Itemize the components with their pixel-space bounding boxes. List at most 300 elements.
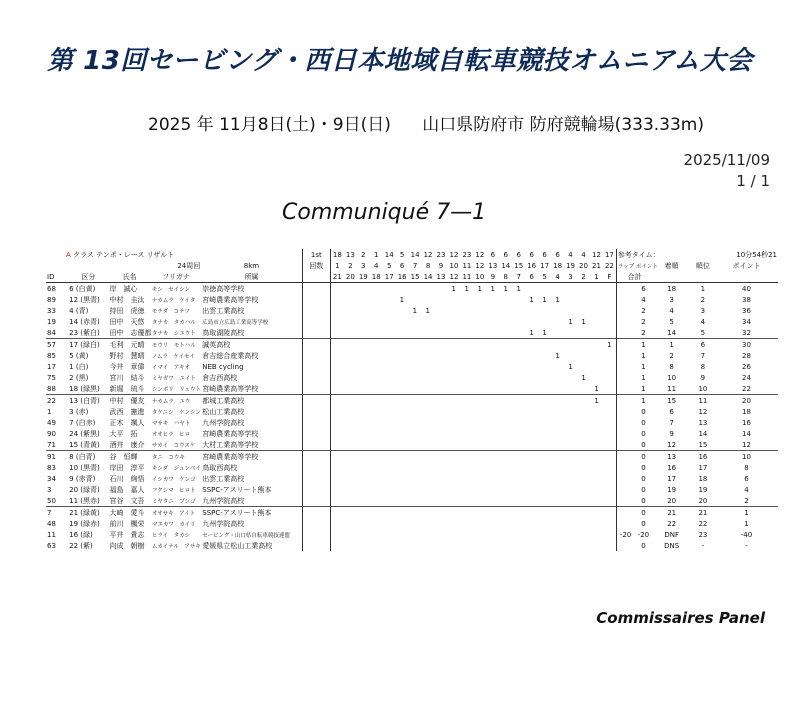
sprint-mark <box>590 495 603 507</box>
rider-team: SSPC-アスリート熊本 <box>202 485 272 494</box>
first-cell <box>302 283 330 295</box>
sprint-mark <box>408 417 421 428</box>
sprint-mark <box>499 428 512 439</box>
sprint-mark <box>330 518 343 529</box>
points-total: 0 <box>634 507 652 519</box>
sprint-mark <box>356 372 369 383</box>
rider-team: 九州学院高校 <box>202 418 245 427</box>
final-order: 20 <box>667 496 677 505</box>
sprint-mark <box>577 451 590 463</box>
rider-team: 崇徳高等学校 <box>202 284 245 293</box>
rider-category: 4 (青) <box>69 306 89 315</box>
first-cell <box>302 484 330 495</box>
rider-name: 大崎 愛斗 <box>109 507 151 519</box>
sprint-mark <box>434 484 447 495</box>
sprint-mark <box>551 495 564 507</box>
remaining-lap-cell: 15 <box>410 272 420 281</box>
sprint-mark <box>395 316 408 327</box>
sprint-mark <box>330 383 343 395</box>
sprint-mark <box>512 294 525 305</box>
remaining-lap-cell: 19 <box>358 272 368 281</box>
sprint-mark <box>395 339 408 351</box>
sprint-mark <box>460 372 473 383</box>
laps-label: 24周回 <box>177 261 201 270</box>
result-row <box>46 439 778 451</box>
rider-team: 鳥取西高校 <box>202 463 238 472</box>
rank: 1 <box>700 284 706 293</box>
rank: 5 <box>700 328 706 337</box>
sprint-mark <box>395 439 408 451</box>
sprint-mark <box>460 406 473 417</box>
page-number: 1 / 1 <box>736 172 770 190</box>
sprint-mark <box>382 507 395 519</box>
sprint-mark <box>473 529 486 540</box>
sprint-mark <box>408 518 421 529</box>
sprint-mark <box>486 361 499 372</box>
sprint-mark <box>603 294 616 305</box>
sprint-mark <box>395 327 408 339</box>
sprint-mark <box>499 316 512 327</box>
sprint-mark <box>382 372 395 383</box>
sprint-mark <box>603 305 616 316</box>
sprint-mark <box>577 283 590 295</box>
sprint-mark <box>473 350 486 361</box>
remaining-lap-cell: 11 <box>462 272 472 281</box>
points-total: 1 <box>634 395 652 407</box>
rank: 19 <box>698 485 708 494</box>
sprint-mark <box>408 529 421 540</box>
points: 28 <box>742 351 751 360</box>
first-cell <box>302 540 330 551</box>
sprint-mark <box>525 305 538 316</box>
ref-time-label: 参考タイム： <box>617 250 660 259</box>
sprint-mark <box>395 361 408 372</box>
rider-category: 23 (紫白) <box>69 328 100 337</box>
points-total: 1 <box>641 351 646 360</box>
sprint-mark <box>434 395 447 407</box>
sprint-mark <box>421 361 434 372</box>
sprint-mark <box>486 395 499 407</box>
sprint-mark <box>356 495 369 507</box>
final-order: 1 <box>653 339 691 351</box>
sprint-mark <box>577 350 590 361</box>
sprint-mark <box>590 540 603 551</box>
remaining-lap-cell: 17 <box>384 272 394 281</box>
lap-points <box>616 395 634 407</box>
sprint-mark <box>460 350 473 361</box>
sprint-mark <box>356 361 369 372</box>
sprint-mark <box>473 462 486 473</box>
points: 30 <box>715 339 778 351</box>
sprint-mark <box>486 327 499 339</box>
sprint-mark <box>369 451 382 463</box>
rider-category: 17 (緑白) <box>68 339 108 351</box>
sprint-mark <box>330 406 343 417</box>
sprint-mark <box>434 327 447 339</box>
sprint-mark <box>408 484 421 495</box>
header-row-2 <box>46 260 778 271</box>
sprint-mark <box>603 473 616 484</box>
sprint-points-top-cell: 23 <box>436 250 446 259</box>
sprint-mark <box>330 316 343 327</box>
points-total: 2 <box>641 317 646 326</box>
rider-name: 正木 颯人 <box>109 418 145 427</box>
kana-header: フリガナ <box>151 271 201 283</box>
lap-points <box>616 462 634 473</box>
sprint-mark <box>590 350 603 361</box>
points-header: ポイント <box>732 261 761 270</box>
sprint-number-cell: 3 <box>361 261 366 270</box>
sprint-points-top-cell: 6 <box>555 250 560 259</box>
points: - <box>745 541 748 550</box>
rider-id: 83 <box>47 463 56 472</box>
rider-name: 田中 志優都 <box>109 328 152 337</box>
sprint-mark <box>590 417 603 428</box>
sprint-mark <box>603 518 616 529</box>
sprint-mark <box>512 507 525 519</box>
sprint-mark <box>525 529 538 540</box>
sprint-mark: 1 <box>542 328 547 337</box>
rider-team: 宮崎農業高等学校 <box>202 295 259 304</box>
sprint-mark <box>460 327 473 339</box>
rider-category: 5 (黄) <box>69 351 89 360</box>
rank: 21 <box>691 507 715 519</box>
first-cell <box>302 339 330 351</box>
sprint-points-top-cell: 4 <box>568 250 573 259</box>
sprint-mark <box>577 339 590 351</box>
sprint-mark <box>486 484 499 495</box>
rank: 16 <box>691 451 715 463</box>
final-order: 5 <box>669 317 674 326</box>
final-order: 3 <box>669 295 674 304</box>
points-total: 0 <box>641 463 646 472</box>
sprint-mark <box>369 294 382 305</box>
sprint-mark <box>603 383 616 395</box>
sprint-mark <box>577 462 590 473</box>
sprint-points-top-cell: 5 <box>399 250 405 259</box>
rider-name: 福島 嘉人 <box>109 485 145 494</box>
first-cell <box>302 529 330 540</box>
sprint-points-top-cell: 6 <box>529 250 534 259</box>
sprint-mark <box>590 339 603 351</box>
rank: 3 <box>700 306 706 315</box>
sprint-mark <box>356 339 369 351</box>
sprint-mark <box>343 439 356 451</box>
rider-category: 13 (白青) <box>68 395 108 407</box>
sprint-mark <box>551 417 564 428</box>
sprint-number-cell: 21 <box>591 261 601 270</box>
sprint-points-top-cell: 6 <box>542 250 547 259</box>
sprint-number-cell: 19 <box>566 261 575 270</box>
sprint-number-cell: 13 <box>488 261 498 270</box>
sprint-number-cell: 14 <box>501 261 511 270</box>
sprint-mark <box>460 473 473 484</box>
rider-team: 出雲工業高校 <box>202 474 245 483</box>
result-row <box>46 327 778 339</box>
result-row <box>46 305 778 316</box>
first-cell <box>302 518 330 529</box>
sprint-mark <box>408 316 421 327</box>
sprint-mark <box>512 439 525 451</box>
rider-category: 12 (黒青) <box>69 295 100 304</box>
sprint-mark <box>434 439 447 451</box>
rider-category: 9 (赤青) <box>69 474 96 483</box>
sprint-mark <box>486 417 499 428</box>
sprint-mark <box>564 507 577 519</box>
sprint-mark <box>369 395 382 407</box>
sprint-mark <box>460 462 473 473</box>
rider-team: 松山工業高校 <box>202 407 245 416</box>
sprint-mark <box>421 283 434 295</box>
points-total: 0 <box>641 418 646 427</box>
rider-team: 九州学院高校 <box>202 496 245 505</box>
rider-category: 21 (緑黄) <box>68 507 108 519</box>
rider-team: 誠英高校 <box>201 339 302 351</box>
rider-team: 出雲工業高校 <box>202 306 245 315</box>
sprint-mark <box>460 395 473 407</box>
sprint-mark <box>447 428 460 439</box>
sprint-points-top-cell: 12 <box>591 250 601 259</box>
sprint-mark: 1 <box>503 284 508 293</box>
rider-kana: マサキ ハヤト <box>151 420 191 427</box>
sprint-mark <box>512 339 525 351</box>
sprint-mark <box>551 462 564 473</box>
sprint-mark <box>499 305 512 316</box>
document-date: 2025/11/09 <box>683 151 770 169</box>
sprint-mark <box>434 462 447 473</box>
sprint-mark <box>590 305 603 316</box>
sprint-mark <box>382 451 395 463</box>
sprint-mark <box>512 372 525 383</box>
sprint-mark <box>473 439 486 451</box>
remaining-lap-cell: 20 <box>345 272 355 281</box>
rider-kana: ナカムラ ケイタ <box>151 297 196 304</box>
sprint-mark <box>564 350 577 361</box>
sprint-mark <box>512 305 525 316</box>
rank: 23 <box>698 530 708 539</box>
sprint-mark <box>460 495 473 507</box>
sprint-mark <box>460 428 473 439</box>
sprint-mark <box>564 529 577 540</box>
sprint-mark <box>434 372 447 383</box>
rider-kana: シンボリ リュウト <box>151 386 202 393</box>
sprint-mark <box>473 451 486 463</box>
rider-kana: タニ コウキ <box>151 451 201 463</box>
points: 18 <box>742 407 751 416</box>
sprint-mark <box>447 350 460 361</box>
points-total: 0 <box>641 474 646 483</box>
sprint-mark <box>447 361 460 372</box>
sprint-mark <box>460 529 473 540</box>
sprint-points-top-cell: 14 <box>410 250 420 259</box>
sprint-mark <box>512 417 525 428</box>
sprint-mark <box>460 439 473 451</box>
result-row <box>46 518 778 529</box>
rider-name: 平井 貴志 <box>109 530 145 539</box>
sprint-mark <box>356 473 369 484</box>
sprint-mark <box>564 484 577 495</box>
rank: - <box>701 541 705 550</box>
first-cell <box>302 395 330 407</box>
header-row-3 <box>46 271 778 283</box>
sprint-mark <box>512 540 525 551</box>
rider-team: 宮崎農業高等学校 <box>202 429 259 438</box>
sprint-mark <box>343 395 356 407</box>
sprint-mark <box>525 372 538 383</box>
sprint-mark <box>447 305 460 316</box>
sprint-mark <box>330 327 343 339</box>
sprint-mark <box>343 383 356 395</box>
sprint-mark <box>395 540 408 551</box>
first-cell <box>302 495 330 507</box>
sprint-mark <box>421 439 434 451</box>
sprint-number-cell: 1 <box>335 261 340 270</box>
result-row <box>46 428 778 439</box>
sprint-mark: 1 <box>464 284 469 293</box>
sprint-mark <box>499 473 512 484</box>
rider-kana: タナカ タカハル <box>151 319 196 326</box>
sprint-mark <box>551 361 564 372</box>
sprint-mark <box>369 383 382 395</box>
lap-points <box>616 473 634 484</box>
sprint-mark <box>473 294 486 305</box>
rider-category: 20 (緑青) <box>69 485 100 494</box>
sprint-mark <box>343 417 356 428</box>
rider-id: 91 <box>46 451 68 463</box>
rider-name: 石川 絢悟 <box>109 474 145 483</box>
sprint-mark <box>590 428 603 439</box>
final-order: 18 <box>667 284 677 293</box>
rank: 20 <box>698 496 708 505</box>
final-order: DNF <box>664 530 679 539</box>
sprint-mark <box>512 451 525 463</box>
sprint-mark <box>408 294 421 305</box>
sprint-mark <box>460 417 473 428</box>
sprint-mark <box>499 439 512 451</box>
sprint-number-cell: 5 <box>386 261 392 270</box>
header-row-1 <box>46 249 778 260</box>
sprint-number-cell: 2 <box>348 261 353 270</box>
sprint-mark <box>486 473 499 484</box>
rider-id: 7 <box>46 507 68 519</box>
sprint-mark <box>512 383 525 395</box>
sprint-mark <box>499 529 512 540</box>
sprint-mark <box>590 484 603 495</box>
points: 8 <box>744 463 749 472</box>
rider-id: 63 <box>47 541 56 550</box>
sprint-mark <box>551 507 564 519</box>
sprint-mark <box>447 316 460 327</box>
rank: 11 <box>691 395 715 407</box>
sprint-mark <box>473 395 486 407</box>
sprint-mark: 1 <box>581 317 586 326</box>
sprint-mark: 1 <box>399 295 405 304</box>
sprint-mark <box>473 507 486 519</box>
lap-points <box>616 451 634 463</box>
sprint-mark <box>538 540 551 551</box>
sprint-mark <box>434 294 447 305</box>
sprint-mark <box>447 327 460 339</box>
sprint-mark <box>382 518 395 529</box>
sprint-mark <box>447 294 460 305</box>
sprint-mark <box>538 495 551 507</box>
sprint-mark <box>343 518 356 529</box>
sprint-mark <box>525 451 538 463</box>
sprint-mark <box>512 484 525 495</box>
sprint-mark <box>538 451 551 463</box>
sprint-mark <box>603 484 616 495</box>
remaining-lap-cell: 18 <box>371 272 381 281</box>
first-cell <box>302 305 330 316</box>
sprint-mark <box>382 316 395 327</box>
lap-points <box>616 495 634 507</box>
sprint-mark <box>499 339 512 351</box>
rider-id: 33 <box>47 306 56 315</box>
sprint-mark <box>343 327 356 339</box>
lap-points <box>616 350 634 361</box>
lap-points <box>616 540 634 551</box>
rider-team: セービング・山口県自転車競技連盟 <box>202 532 290 539</box>
sprint-mark <box>395 484 408 495</box>
points-total: 0 <box>641 407 646 416</box>
sprint-mark <box>525 406 538 417</box>
sprint-mark <box>525 361 538 372</box>
final-order-header: 着順 <box>664 261 679 270</box>
result-row <box>46 529 778 540</box>
rank: 13 <box>698 418 708 427</box>
sprint-mark <box>369 540 382 551</box>
sprint-mark <box>434 383 447 395</box>
rank: 17 <box>698 463 708 472</box>
result-row <box>46 540 778 551</box>
sprint-mark <box>590 372 603 383</box>
sprint-mark <box>369 361 382 372</box>
rank: 4 <box>700 317 706 326</box>
sprint-mark <box>551 283 564 295</box>
sprint-mark <box>395 372 408 383</box>
final-order: 2 <box>669 351 674 360</box>
sprint-mark <box>460 316 473 327</box>
sprint-number-cell: 7 <box>412 261 418 270</box>
points: 14 <box>742 429 751 438</box>
sprint-mark <box>369 339 382 351</box>
remaining-lap-cell: 9 <box>490 272 496 281</box>
points-total: 2 <box>641 306 646 315</box>
sprint-mark <box>408 361 421 372</box>
sprint-mark <box>343 507 356 519</box>
rank-header: 順位 <box>695 261 710 270</box>
sprint-mark <box>499 417 512 428</box>
points: -40 <box>740 530 753 539</box>
sprint-mark <box>434 529 447 540</box>
sprint-mark <box>330 372 343 383</box>
rank: 12 <box>698 407 708 416</box>
sprint-mark <box>395 518 408 529</box>
sprint-mark <box>460 451 473 463</box>
sprint-mark <box>421 395 434 407</box>
rider-team: SSPC-アスリート熊本 <box>201 507 302 519</box>
sprint-mark <box>538 406 551 417</box>
sprint-mark <box>603 395 616 407</box>
sprint-mark <box>382 339 395 351</box>
sprint-mark <box>577 495 590 507</box>
sprint-mark <box>395 428 408 439</box>
lap-points <box>616 327 634 339</box>
sprint-mark <box>447 484 460 495</box>
sprint-mark <box>512 428 525 439</box>
sprint-mark <box>499 350 512 361</box>
sprint-mark <box>434 451 447 463</box>
